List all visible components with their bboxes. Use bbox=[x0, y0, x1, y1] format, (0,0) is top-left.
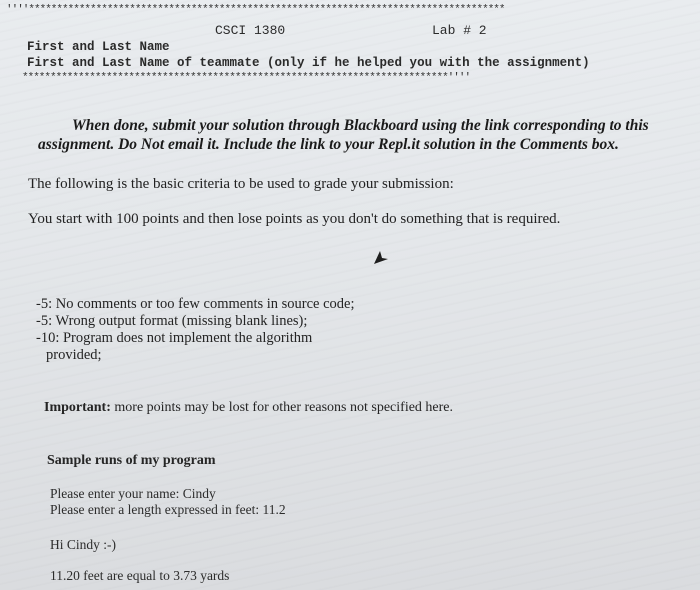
top-star-border: ''''************************************************************************************* bbox=[6, 4, 505, 16]
deduction-item: -5: No comments or too few comments in source code; bbox=[36, 296, 355, 312]
bottom-star-border: ****************************************************************************'''' bbox=[22, 72, 471, 84]
important-note bbox=[44, 400, 453, 416]
student-name-line: First and Last Name bbox=[27, 40, 170, 54]
important-label: Important: bbox=[44, 400, 111, 415]
deductions-list bbox=[36, 296, 355, 364]
course-code: CSCI 1380 bbox=[215, 23, 286, 38]
mouse-pointer-icon bbox=[373, 250, 389, 266]
sample-run-line: 11.20 feet are equal to 3.73 yards bbox=[50, 568, 230, 583]
criteria-start-points: You start with 100 points and then lose points as you don't do something that is required. bbox=[28, 211, 561, 227]
sample-run-line: Hi Cindy :-) bbox=[50, 537, 116, 552]
sample-run-line: Please enter your name: Cindy bbox=[50, 486, 216, 501]
lab-number: Lab # 2 bbox=[432, 23, 487, 38]
deduction-item: -10: Program does not implement the algorithm bbox=[36, 330, 313, 346]
deduction-item-continued: provided; bbox=[46, 347, 102, 363]
teammate-name-line: First and Last Name of teammate (only if he helped you with the assignment) bbox=[27, 56, 590, 70]
sample-run-line: Please enter a length expressed in feet: 11.2 bbox=[50, 502, 286, 517]
criteria-intro: The following is the basic criteria to be used to grade your submission: bbox=[28, 176, 454, 192]
important-text: more points may be lost for other reasons not specified here. bbox=[110, 400, 454, 415]
sample-runs-title: Sample runs of my program bbox=[47, 453, 216, 468]
submission-instructions: When done, submit your solution through Blackboard using the link corresponding to this assignment. Do Not email it. Include the link to your Repl.it solution in the Comments box. bbox=[38, 117, 649, 153]
deduction-item: -5: Wrong output format (missing blank lines); bbox=[36, 313, 308, 329]
